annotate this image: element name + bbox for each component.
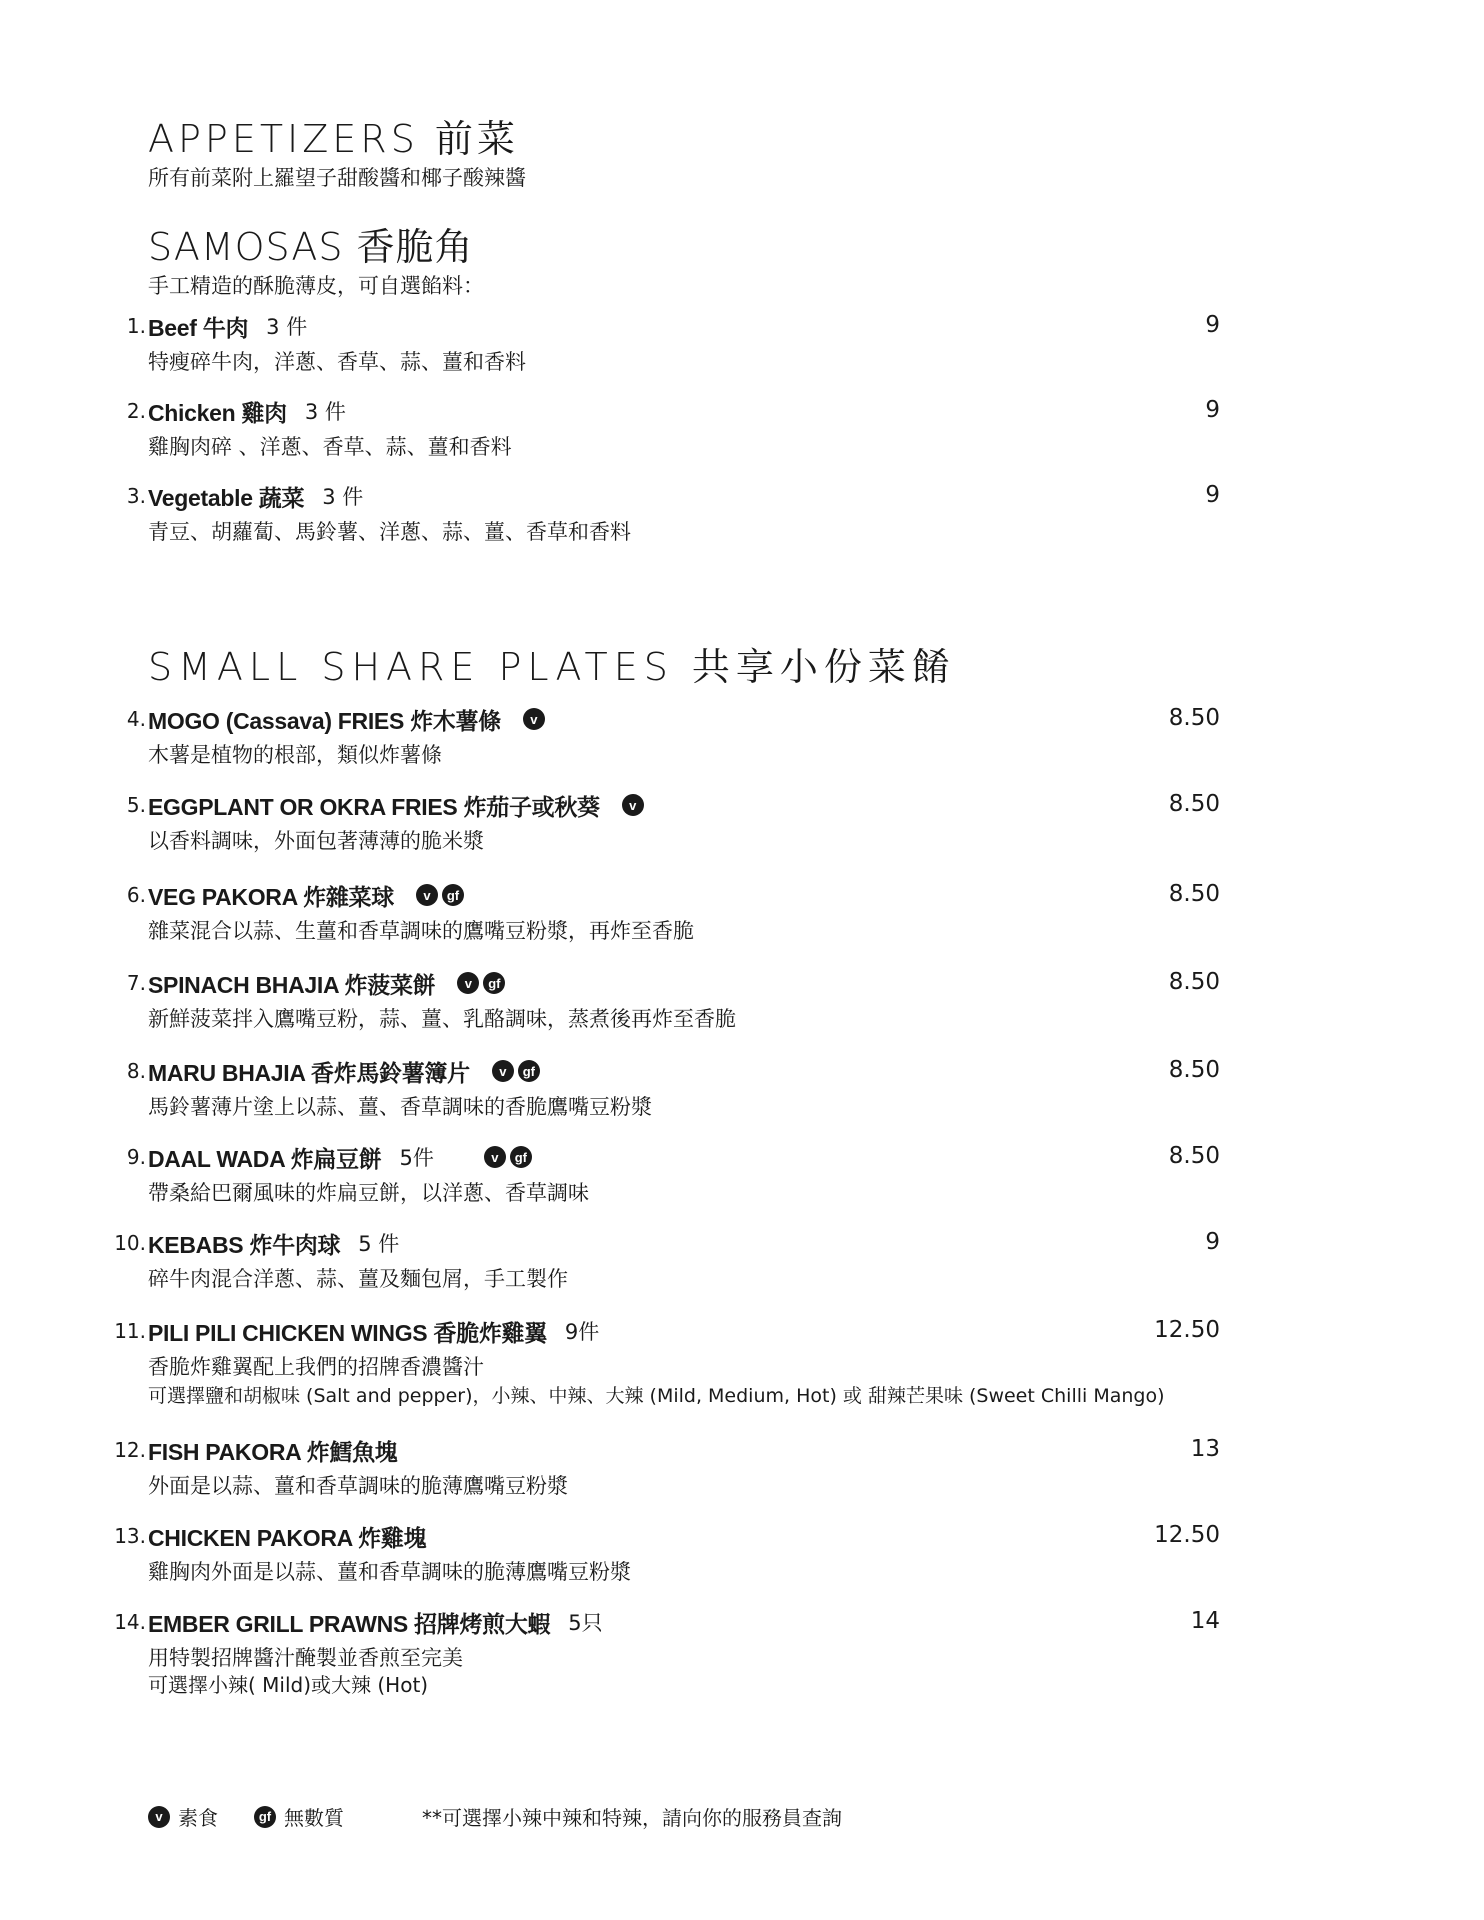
item-number: 9. bbox=[126, 1145, 146, 1169]
item-description: 香脆炸雞翼配上我們的招牌香濃醬汁 bbox=[148, 1355, 484, 1379]
item-number: 1. bbox=[126, 314, 146, 338]
item-quantity: 5 件 bbox=[358, 1232, 400, 1256]
item-price: 12.50 bbox=[1154, 1317, 1220, 1343]
item-price: 9 bbox=[1205, 1229, 1220, 1255]
item-price: 12.50 bbox=[1154, 1522, 1220, 1548]
item-number: 2. bbox=[126, 399, 146, 423]
item-description: 外面是以蒜、薑和香草調味的脆薄鷹嘴豆粉漿 bbox=[148, 1474, 568, 1498]
gluten-free-icon: gf bbox=[254, 1806, 276, 1828]
item-price: 8.50 bbox=[1168, 705, 1220, 731]
item-number: 11. bbox=[114, 1319, 146, 1343]
share-plates-title: SMALL SHARE PLATES 共享小份菜餚 bbox=[148, 645, 956, 689]
item-description: 碎牛肉混合洋蔥、蒜、薑及麵包屑，手工製作 bbox=[148, 1267, 568, 1291]
item-options: 可選擇鹽和胡椒味 (Salt and pepper)，小辣、中辣、大辣 (Mild, Medium, Hot) 或 甜辣芒果味 (Sweet Chilli Mango) bbox=[148, 1385, 1165, 1407]
appetizers-subtitle: 所有前菜附上羅望子甜酸醬和椰子酸辣醬 bbox=[148, 166, 526, 190]
item-name: Chicken 雞肉 bbox=[148, 399, 287, 426]
gluten-free-icon: gf bbox=[442, 884, 464, 906]
item-price: 8.50 bbox=[1168, 1143, 1220, 1169]
item-price: 8.50 bbox=[1168, 791, 1220, 817]
item-options: 可選擇小辣( Mild)或大辣 (Hot) bbox=[148, 1673, 429, 1697]
vegetarian-icon: v bbox=[457, 972, 479, 994]
item-quantity: 3 件 bbox=[304, 400, 346, 424]
samosas-title: SAMOSAS 香脆角 bbox=[148, 225, 474, 269]
item-price: 8.50 bbox=[1168, 1057, 1220, 1083]
item-quantity: 3 件 bbox=[266, 315, 308, 339]
vegetarian-icon: v bbox=[492, 1060, 514, 1082]
item-number: 4. bbox=[126, 707, 146, 731]
item-description: 帶桑給巴爾風味的炸扁豆餅，以洋蔥、香草調味 bbox=[148, 1181, 589, 1205]
item-price: 8.50 bbox=[1168, 969, 1220, 995]
item-quantity: 3 件 bbox=[322, 485, 364, 509]
item-description: 青豆、胡蘿蔔、馬鈴薯、洋蔥、蒜、薑、香草和香料 bbox=[148, 520, 631, 544]
item-description: 雞胸肉碎 、洋蔥、香草、蒜、薑和香料 bbox=[148, 435, 512, 459]
item-description: 雜菜混合以蒜、生薑和香草調味的鷹嘴豆粉漿，再炸至香脆 bbox=[148, 919, 694, 943]
legend-gluten-free-label: 無數質 bbox=[284, 1806, 344, 1830]
item-name: VEG PAKORA 炸雜菜球 bbox=[148, 883, 394, 910]
diet-badges bbox=[622, 794, 644, 816]
item-name: KEBABS 炸牛肉球 bbox=[148, 1231, 341, 1258]
vegetarian-icon: v bbox=[523, 708, 545, 730]
item-price: 14 bbox=[1190, 1608, 1220, 1634]
item-name: PILI PILI CHICKEN WINGS 香脆炸雞翼 bbox=[148, 1319, 547, 1346]
item-number: 10. bbox=[114, 1231, 146, 1255]
item-quantity: 9件 bbox=[564, 1320, 600, 1344]
item-number: 8. bbox=[126, 1059, 146, 1083]
item-name: DAAL WADA 炸扁豆餅 bbox=[148, 1145, 382, 1172]
legend-gluten-free bbox=[254, 1802, 344, 1831]
item-description: 以香料調味，外面包著薄薄的脆米漿 bbox=[148, 829, 484, 853]
vegetarian-icon: v bbox=[416, 884, 438, 906]
item-name: EGGPLANT OR OKRA FRIES 炸茄子或秋葵 bbox=[148, 793, 600, 820]
item-quantity: 5只 bbox=[568, 1611, 603, 1635]
item-name: SPINACH BHAJIA 炸菠菜餅 bbox=[148, 971, 436, 998]
item-number: 7. bbox=[126, 971, 146, 995]
gluten-free-icon: gf bbox=[510, 1146, 532, 1168]
appetizers-title: APPETIZERS 前菜 bbox=[148, 117, 519, 161]
vegetarian-icon: v bbox=[622, 794, 644, 816]
item-price: 9 bbox=[1205, 312, 1220, 338]
vegetarian-icon: v bbox=[484, 1146, 506, 1168]
item-number: 13. bbox=[114, 1524, 146, 1548]
item-quantity: 5件 bbox=[399, 1146, 434, 1170]
item-name: MOGO (Cassava) FRIES 炸木薯條 bbox=[148, 707, 501, 734]
item-name: Vegetable 蔬菜 bbox=[148, 484, 305, 511]
item-name: MARU BHAJIA 香炸馬鈴薯簿片 bbox=[148, 1059, 470, 1086]
item-number: 3. bbox=[126, 484, 146, 508]
item-name: FISH PAKORA 炸鱈魚塊 bbox=[148, 1438, 398, 1465]
item-price: 9 bbox=[1205, 397, 1220, 423]
gluten-free-icon: gf bbox=[518, 1060, 540, 1082]
diet-badges bbox=[492, 1060, 540, 1082]
item-name: Beef 牛肉 bbox=[148, 314, 249, 341]
legend-vegetarian bbox=[148, 1802, 218, 1831]
item-price: 9 bbox=[1205, 482, 1220, 508]
vegetarian-icon: v bbox=[148, 1806, 170, 1828]
item-name: CHICKEN PAKORA 炸雞塊 bbox=[148, 1524, 427, 1551]
samosas-subtitle: 手工精造的酥脆薄皮，可自選餡料： bbox=[148, 274, 484, 298]
item-description: 木薯是植物的根部，類似炸薯條 bbox=[148, 743, 442, 767]
item-price: 8.50 bbox=[1168, 881, 1220, 907]
item-price: 13 bbox=[1190, 1436, 1220, 1462]
item-description: 特瘦碎牛肉，洋蔥、香草、蒜、薑和香料 bbox=[148, 350, 526, 374]
diet-badges bbox=[484, 1146, 532, 1168]
legend bbox=[148, 1802, 842, 1831]
item-description: 馬鈴薯薄片塗上以蒜、薑、香草調味的香脆鷹嘴豆粉漿 bbox=[148, 1095, 652, 1119]
item-number: 6. bbox=[126, 883, 146, 907]
item-number: 12. bbox=[114, 1438, 146, 1462]
diet-badges bbox=[416, 884, 464, 906]
spice-note: **可選擇小辣中辣和特辣，請向你的服務員查詢 bbox=[422, 1806, 842, 1830]
item-number: 14. bbox=[114, 1610, 146, 1634]
item-name: EMBER GRILL PRAWNS 招牌烤煎大蝦 bbox=[148, 1610, 551, 1637]
diet-badges bbox=[457, 972, 505, 994]
gluten-free-icon: gf bbox=[483, 972, 505, 994]
item-description: 雞胸肉外面是以蒜、薑和香草調味的脆薄鷹嘴豆粉漿 bbox=[148, 1560, 631, 1584]
legend-vegetarian-label: 素食 bbox=[178, 1806, 218, 1830]
item-number: 5. bbox=[126, 793, 146, 817]
diet-badges bbox=[523, 708, 545, 730]
item-description: 用特製招牌醬汁醃製並香煎至完美 bbox=[148, 1646, 463, 1670]
item-description: 新鮮菠菜拌入鷹嘴豆粉，蒜、薑、乳酪調味，蒸煮後再炸至香脆 bbox=[148, 1007, 736, 1031]
